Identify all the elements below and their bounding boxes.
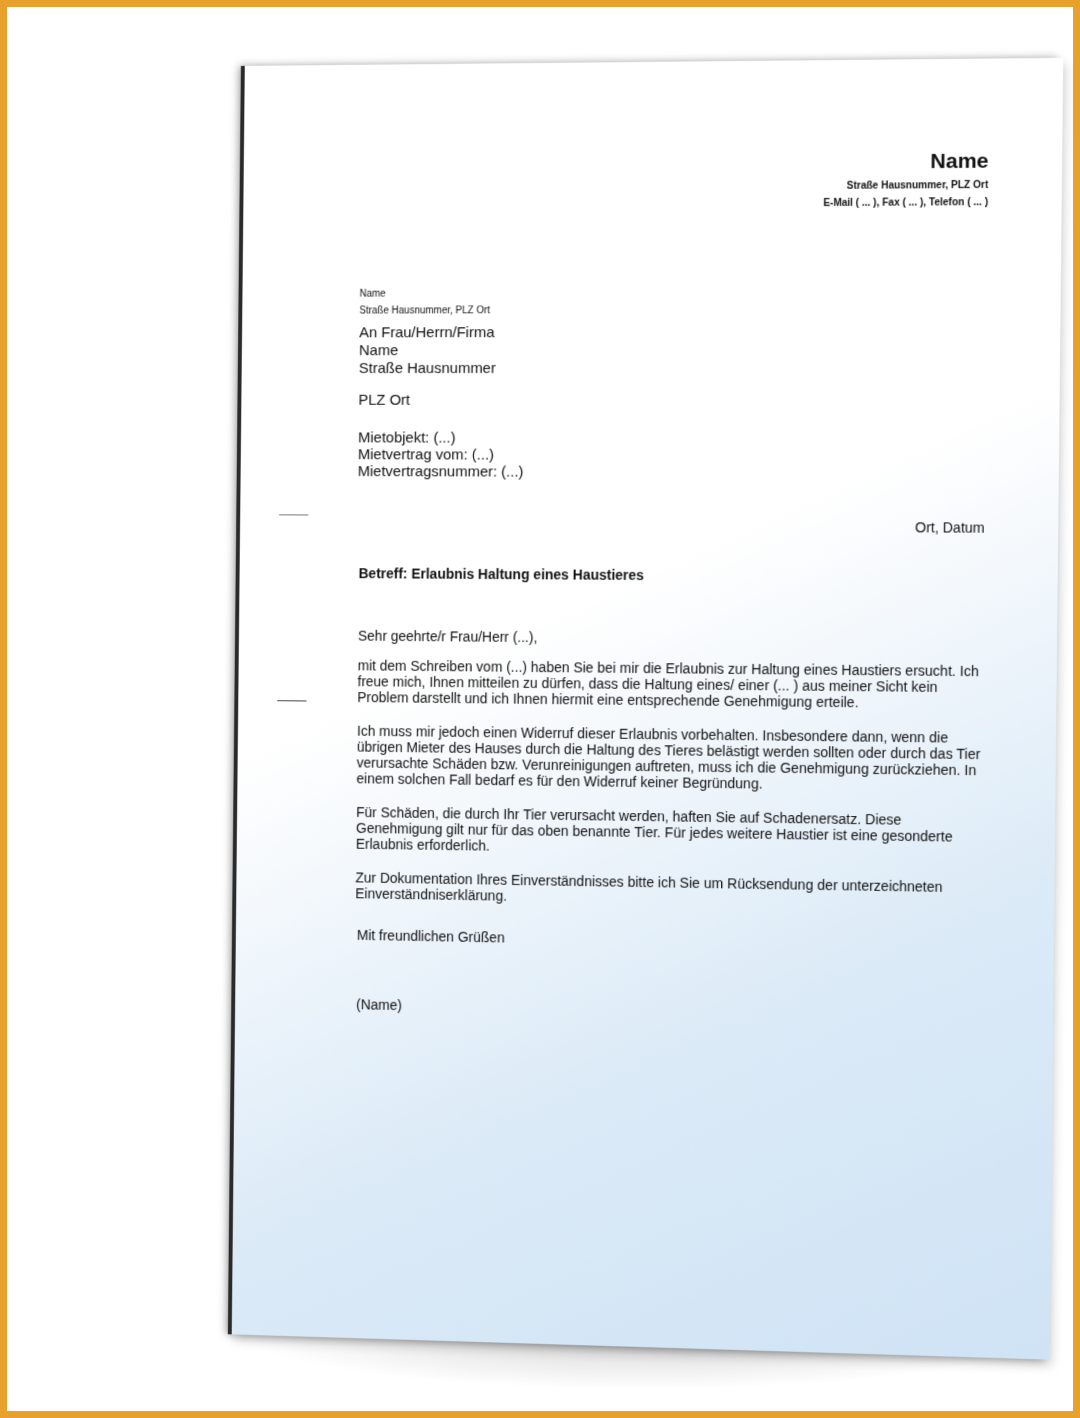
- subject-line: Betreff: Erlaubnis Haltung eines Haustieres: [358, 565, 645, 584]
- sender-contact: E-Mail ( ... ), Fax ( ... ), Telefon ( ... ): [823, 197, 989, 210]
- sender-street: Straße Hausnummer, PLZ Ort: [846, 179, 989, 192]
- recipient-line-3: Straße Hausnummer: [358, 360, 496, 377]
- return-address-name: Name: [359, 288, 386, 300]
- sender-name: Name: [930, 149, 989, 174]
- recipient-line-2: Name: [358, 342, 399, 360]
- reference-object: Mietobjekt: (...): [357, 429, 456, 447]
- salutation: Sehr geehrte/r Frau/Herr (...),: [357, 627, 538, 646]
- fold-mark-top: [279, 514, 308, 515]
- body-paragraph: Für Schäden, die durch Ihr Tier verursacht werden, haften Sie auf Schadenersatz. Diese Genehmigung gilt nur für das oben benannte Tier. Für jedes weitere Haustier ist eine gesonderte Erlaubnis erforderlich.: [355, 804, 953, 854]
- reference-contract-number: Mietvertragsnummer: (...): [357, 463, 524, 481]
- body-paragraph: Ich muss mir jedoch einen Widerruf dieser Erlaubnis vorbehalten. Insbesondere dann, wenn die übrigen Mieter des Hauses durch die Haltung des Tieres belästigt werden sollten oder durch das Tier verursachte Schäden bzw. Verunreinigungen auftreten, muss ich die Genehmigung zurückziehen. In einem solchen Fall bedarf es für den Widerruf keiner Begründung.: [356, 722, 981, 792]
- place-date: Ort, Datum: [914, 519, 985, 536]
- reference-contract-date: Mietvertrag vom: (...): [357, 446, 495, 464]
- body-paragraph: Zur Dokumentation Ihres Einverständnisses bitte ich Sie um Rücksendung der unterzeichneten Einverständniserklärung.: [355, 869, 943, 904]
- fold-mark-punch: [277, 700, 306, 701]
- closing: Mit freundlichen Grüßen: [356, 926, 505, 946]
- return-address-street: Straße Hausnummer, PLZ Ort: [359, 305, 491, 317]
- letter-page: [232, 58, 1064, 1360]
- recipient-line-4: PLZ Ort: [358, 391, 411, 409]
- signature-name: (Name): [356, 996, 403, 1014]
- recipient-line-1: An Frau/Herrn/Firma: [359, 324, 495, 342]
- body-paragraph: mit dem Schreiben vom (...) haben Sie bei mir die Erlaubnis zur Haltung eines Haustiers ersucht. Ich freue mich, Ihnen mitteilen zu dürfen, dass die Haltung eines/ einer (... ) aus meiner Sicht kein Problem darstellt und ich Ihnen hiermit eine entsprechende Genehmigung erteile.: [357, 657, 979, 711]
